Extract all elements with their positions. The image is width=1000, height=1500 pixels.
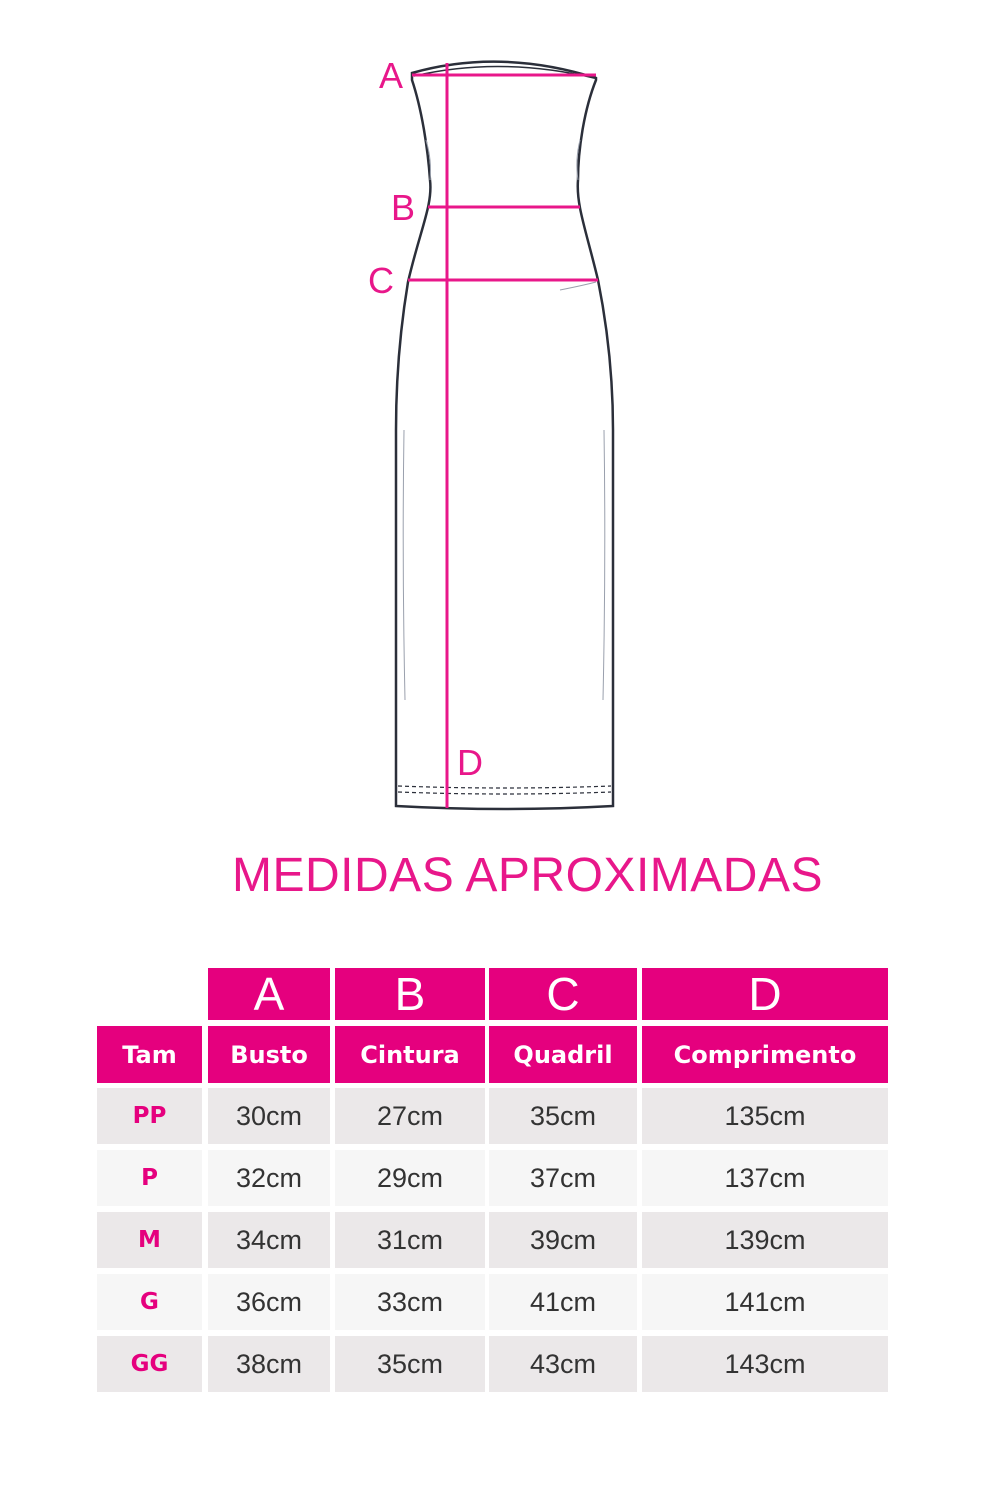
row-cintura: 29cm <box>335 1150 485 1206</box>
row-quadril: 35cm <box>489 1088 637 1144</box>
row-busto: 32cm <box>208 1150 330 1206</box>
row-busto: 34cm <box>208 1212 330 1268</box>
row-cintura: 31cm <box>335 1212 485 1268</box>
label-b: B <box>391 187 416 228</box>
letter-a: A <box>208 968 330 1020</box>
row-cintura: 35cm <box>335 1336 485 1392</box>
header-busto: Busto <box>208 1026 330 1083</box>
row-size: M <box>97 1212 202 1268</box>
label-a: A <box>379 55 404 96</box>
dress-body <box>396 62 613 809</box>
row-comprimento: 143cm <box>642 1336 888 1392</box>
header-quadril: Quadril <box>489 1026 637 1083</box>
row-comprimento: 135cm <box>642 1088 888 1144</box>
row-busto: 36cm <box>208 1274 330 1330</box>
row-quadril: 43cm <box>489 1336 637 1392</box>
row-quadril: 37cm <box>489 1150 637 1206</box>
header-tam: Tam <box>97 1026 202 1083</box>
row-size: GG <box>97 1336 202 1392</box>
label-d: D <box>457 742 483 783</box>
row-comprimento: 141cm <box>642 1274 888 1330</box>
page-title: MEDIDAS APROXIMADAS <box>232 849 823 902</box>
row-cintura: 33cm <box>335 1274 485 1330</box>
row-comprimento: 137cm <box>642 1150 888 1206</box>
row-busto: 30cm <box>208 1088 330 1144</box>
label-c: C <box>368 260 394 301</box>
letter-c: C <box>489 968 637 1020</box>
row-cintura: 27cm <box>335 1088 485 1144</box>
row-quadril: 41cm <box>489 1274 637 1330</box>
row-busto: 38cm <box>208 1336 330 1392</box>
row-size: P <box>97 1150 202 1206</box>
header-cintura: Cintura <box>335 1026 485 1083</box>
row-size: PP <box>97 1088 202 1144</box>
letter-d: D <box>642 968 888 1020</box>
letter-b: B <box>335 968 485 1020</box>
header-comprimento: Comprimento <box>642 1026 888 1083</box>
row-comprimento: 139cm <box>642 1212 888 1268</box>
row-size: G <box>97 1274 202 1330</box>
row-quadril: 39cm <box>489 1212 637 1268</box>
